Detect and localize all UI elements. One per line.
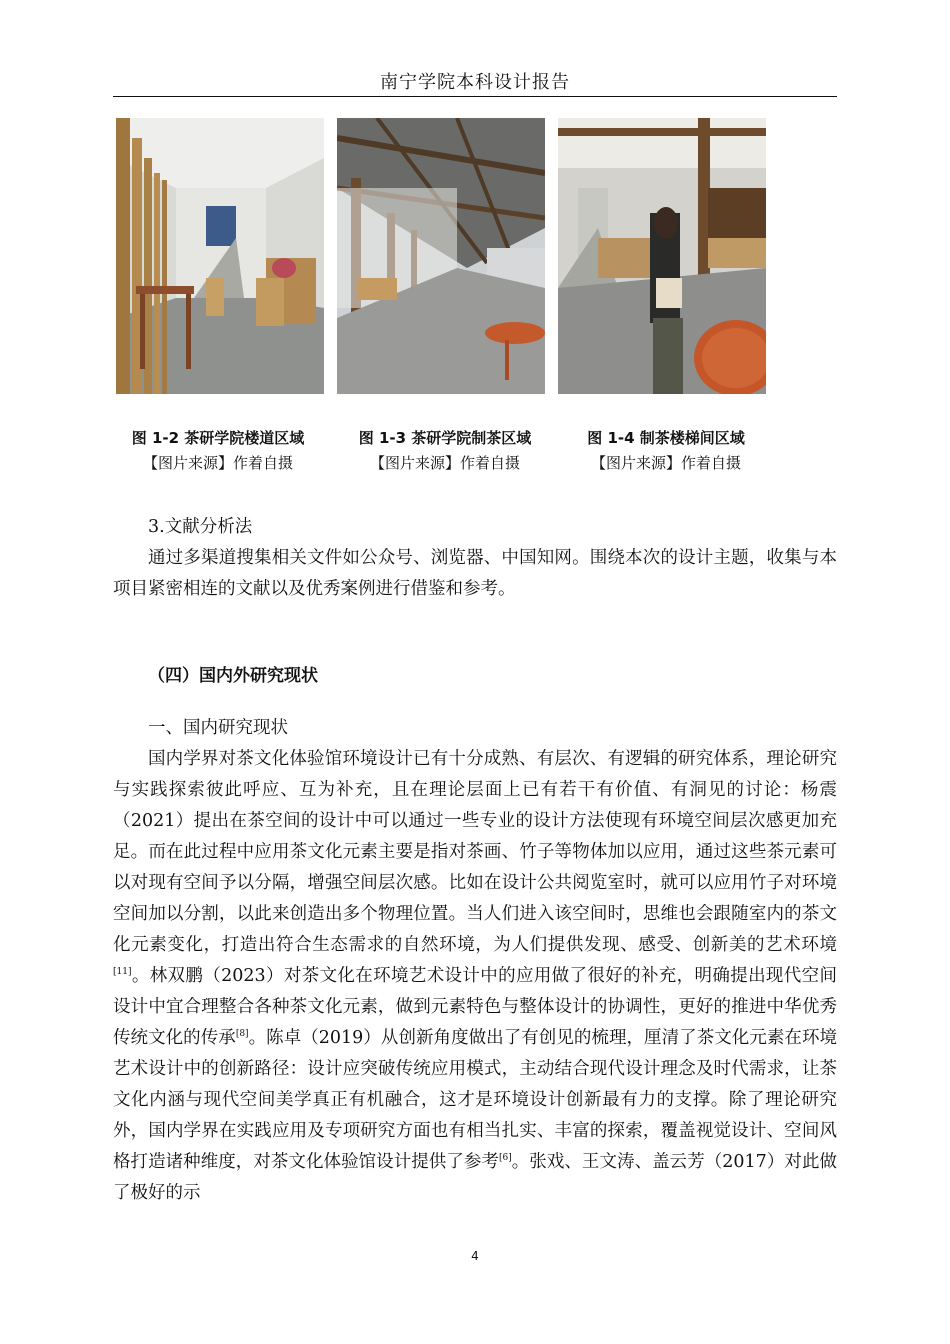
paragraph-text: 。林双鹏（2023）对茶文化在环境艺术设计中的应用做了很好的补充，明确提出现代空间设计中宜合理整合各种茶文化元素，做到元素特色与整体设计的协调性，更好的推进中华优秀传统文化的传承 xyxy=(113,966,837,1048)
citation-ref: [8] xyxy=(235,1029,249,1039)
figure-source: 【图片来源】作着自摄 xyxy=(369,454,520,472)
tea-making-area-photo xyxy=(337,118,545,394)
section-title: （四）国内外研究现状 xyxy=(148,666,318,686)
domestic-research-heading: 一、国内研究现状 xyxy=(148,718,288,738)
figure-caption-1-2 xyxy=(100,426,336,476)
paragraph-text: 国内学界对茶文化体验馆环境设计已有十分成熟、有层次、有逻辑的研究体系，理论研究与实践探索彼此呼应、互为补充，且在理论层面上已有若干有价值、有洞见的讨论：杨震（2021）提出在茶空间的设计中可以通过一些专业的设计方法使现有环境空间层次感更加充足。而在此过程中应用茶文化元素主要是指对茶画、竹子等物体加以应用，通过这些茶元素可以对现有空间予以分隔，增强空间层次感。比如在设计公共阅览室时，就可以应用竹子对环境空间加以分割，以此来创造出多个物理位置。当人们进入该空间时，思维也会跟随室内的茶文化元素变化，打造出符合生态需求的自然环境，为人们提供发现、感受、创新美的艺术环境 xyxy=(113,749,837,955)
figure-source: 【图片来源】作着自摄 xyxy=(142,454,293,472)
figure-label: 图 1-2 茶研学院楼道区域 xyxy=(131,429,305,447)
paragraph-text: 。张戏、王文涛、盖云芳（2017）对此做了极好的示 xyxy=(113,1152,837,1203)
citation-ref: [11] xyxy=(113,967,132,977)
page-header: 南宁学院本科设计报告 xyxy=(380,72,570,93)
figure-label: 图 1-3 茶研学院制茶区域 xyxy=(358,429,532,447)
method3-heading: 3.文献分析法 xyxy=(148,517,253,537)
paragraph-text: 。陈卓（2019）从创新角度做出了有创见的梳理，厘清了茶文化元素在环境艺术设计中的创新路径：设计应突破传统应用模式，主动结合现代设计理念及时代需求，让茶文化内涵与现代空间美学真正有机融合，这才是环境设计创新最有力的支撑。除了理论研究外，国内学界在实践应用及专项研究方面也有相当扎实、丰富的探索，覆盖视觉设计、空间风格打造诸种维度，对茶文化体验馆设计提供了参考 xyxy=(113,1028,837,1172)
method3-body: 通过多渠道搜集相关文件如公众号、浏览器、中国知网。围绕本次的设计主题，收集与本项目紧密相连的文献以及优秀案例进行借鉴和参考。 xyxy=(113,548,837,599)
corridor-photo xyxy=(116,118,324,394)
domestic-research-paragraph xyxy=(113,744,837,1209)
figure-caption-1-4 xyxy=(548,426,784,476)
staircase-area-photo xyxy=(558,118,766,394)
citation-ref: [6] xyxy=(498,1153,512,1163)
page-number: 4 xyxy=(471,1249,479,1263)
figure-label: 图 1-4 制茶楼梯间区域 xyxy=(587,429,745,447)
figure-caption-1-3 xyxy=(327,426,563,476)
figure-source: 【图片来源】作着自摄 xyxy=(590,454,741,472)
header-rule xyxy=(113,96,837,97)
